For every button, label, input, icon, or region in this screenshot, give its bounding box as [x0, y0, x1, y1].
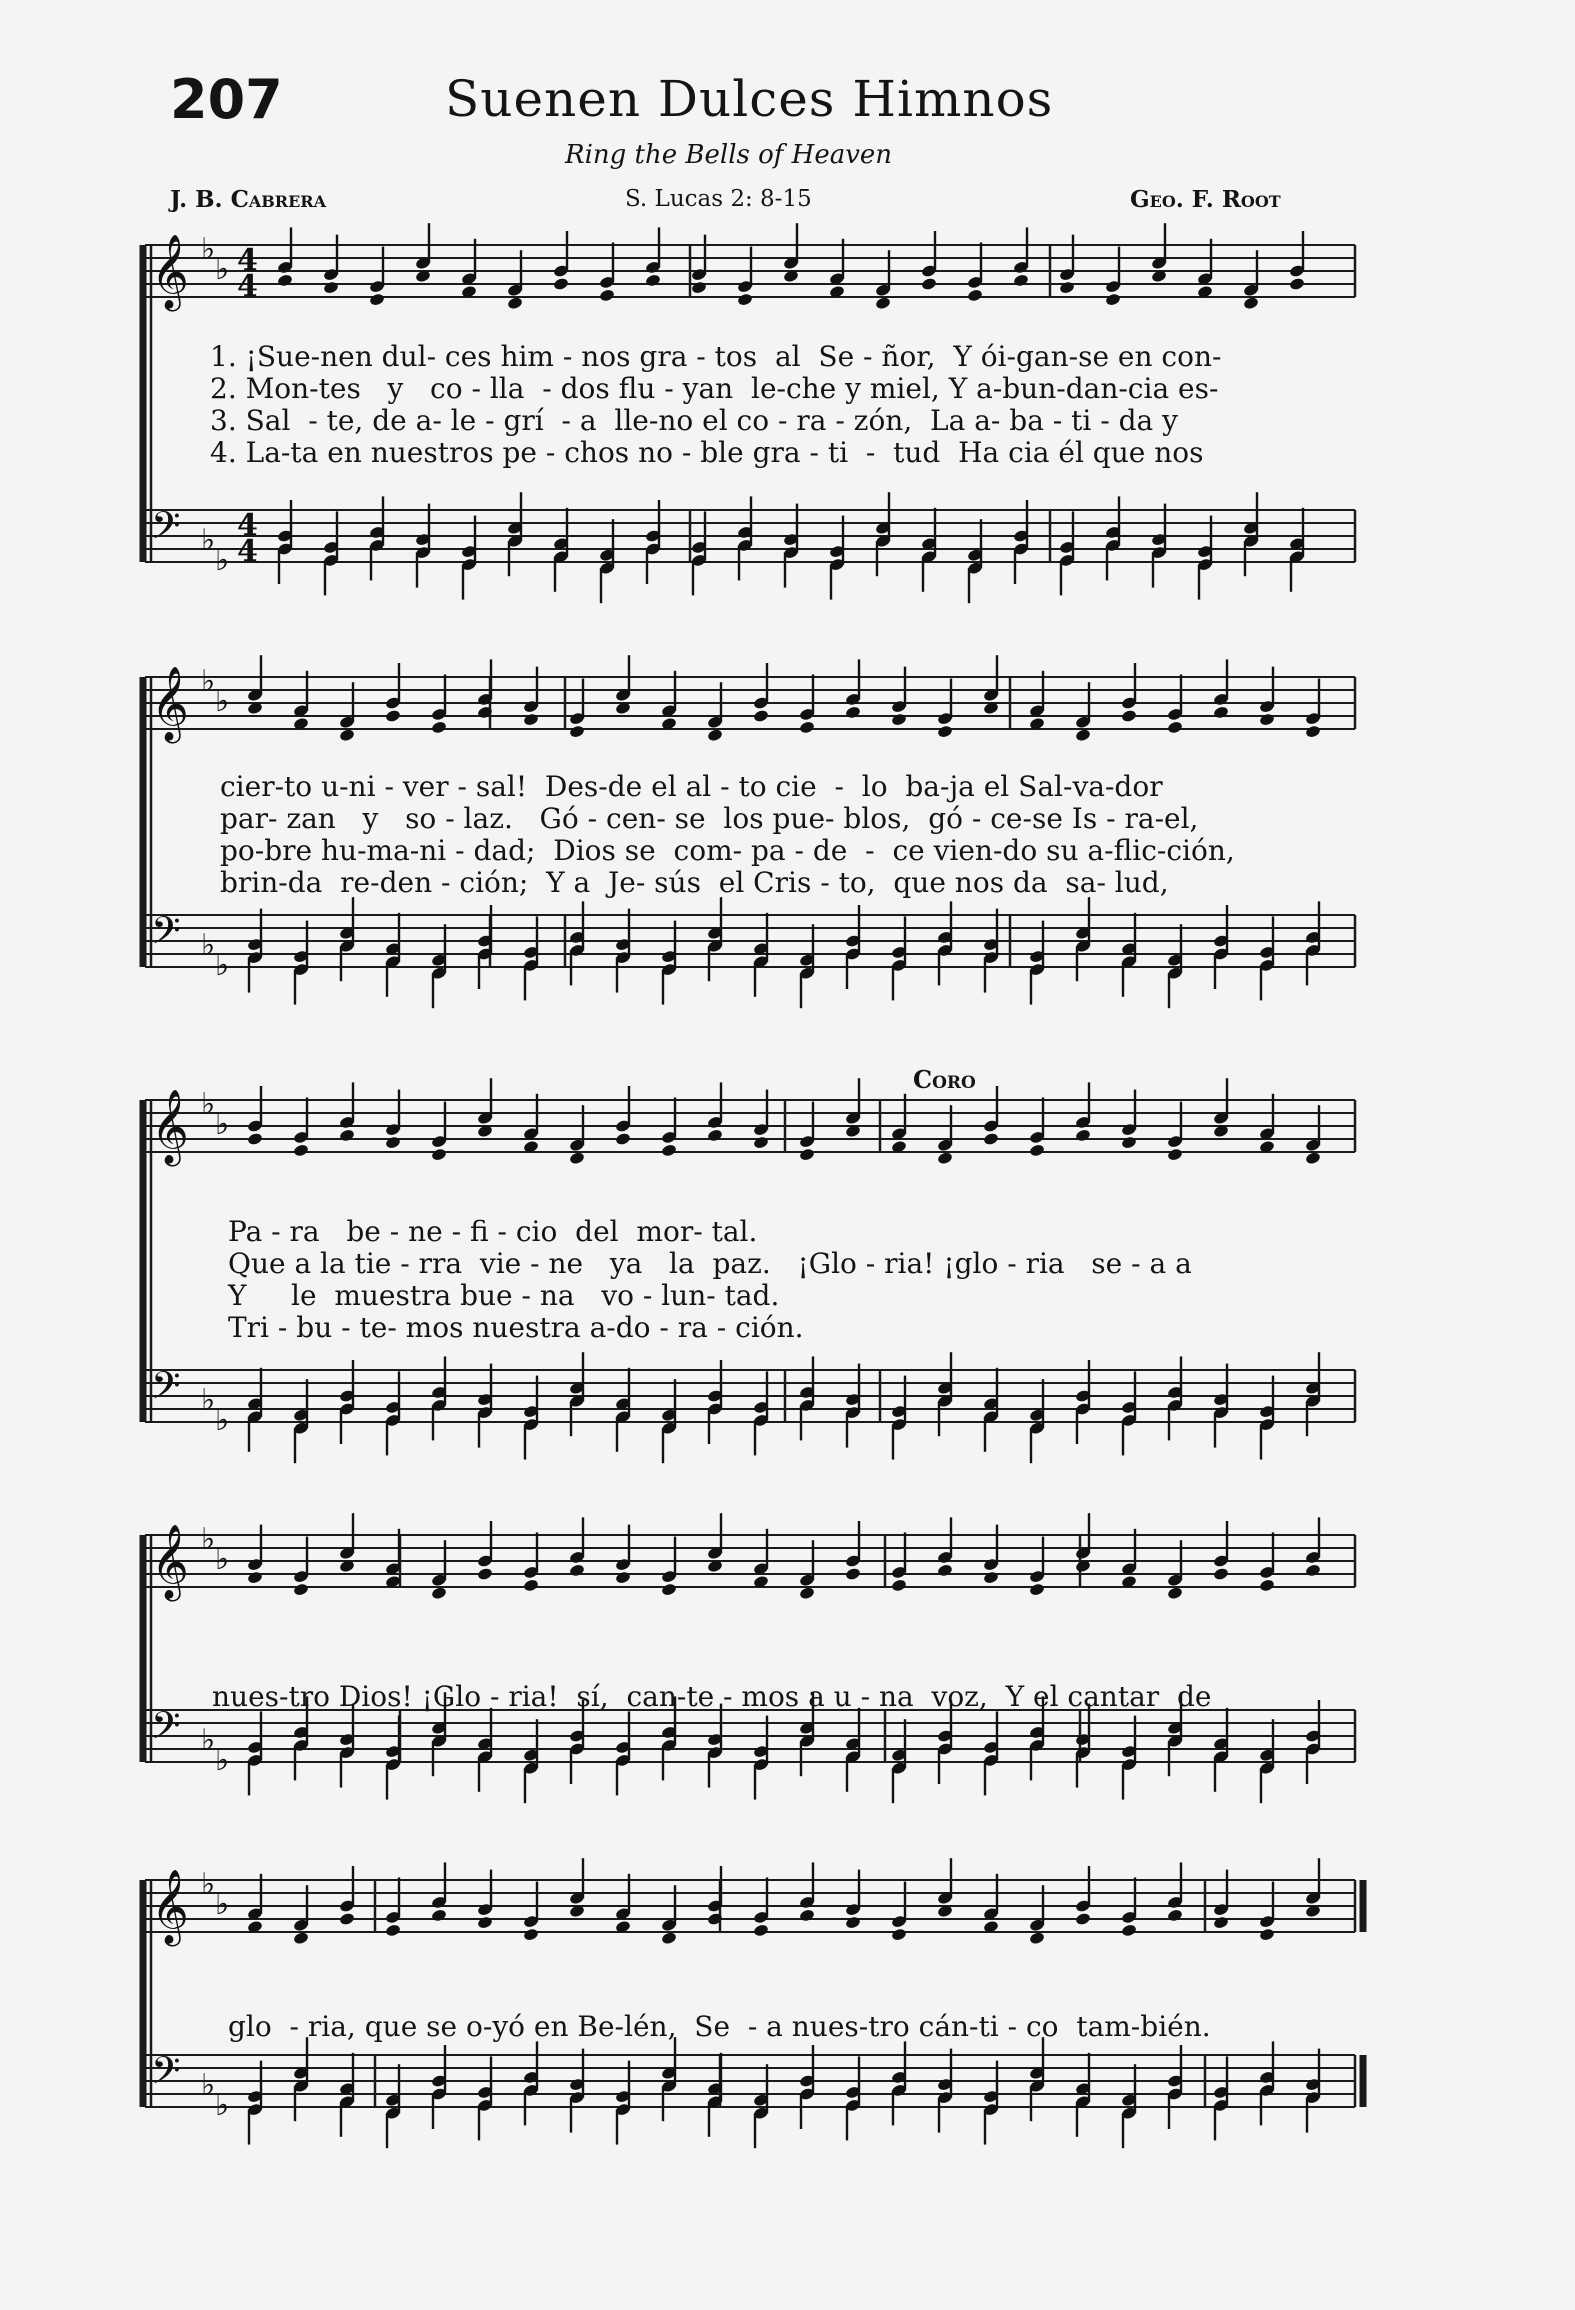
note-head [431, 720, 448, 734]
note-head [983, 1132, 1000, 1146]
note-head [1013, 273, 1030, 287]
note-head [431, 1148, 448, 1162]
note-head [1029, 1583, 1046, 1597]
treble-clef-icon: 𝄞 [151, 667, 189, 741]
note-head [753, 1136, 770, 1150]
flat-icon: ♭ [201, 664, 216, 699]
note-head [247, 1132, 264, 1146]
note-head [875, 296, 892, 310]
bass-clef-icon: 𝄢 [151, 2048, 181, 2102]
note-head [385, 1923, 402, 1937]
note-head [645, 273, 662, 287]
note-head [1105, 293, 1122, 307]
note-head [339, 728, 356, 742]
note-head [845, 1916, 862, 1930]
flat-icon: ♭ [201, 1087, 216, 1122]
note-head [921, 277, 938, 291]
note-head [569, 1563, 586, 1577]
note-head [523, 1578, 540, 1592]
note-head [507, 296, 524, 310]
scripture-reference: S. Lucas 2: 8-15 [625, 186, 812, 212]
flat-icon: ♭ [215, 252, 230, 287]
note-head [339, 1912, 356, 1926]
note-head [615, 1132, 632, 1146]
note-head [1289, 277, 1306, 291]
note-head [1075, 728, 1092, 742]
note-head [369, 293, 386, 307]
hymn-number: 207 [170, 68, 283, 131]
note-head [1213, 1916, 1230, 1930]
lyric-s4-v1: nues-tro Dios! ¡Glo - ria! sí, can-te - mos a u - na voz, Y el cantar de [212, 1680, 1212, 1713]
note-head [799, 1908, 816, 1922]
note-head [553, 277, 570, 291]
flat-icon: ♭ [201, 928, 216, 963]
note-head [293, 1143, 310, 1157]
note-head [323, 281, 340, 295]
note-head [661, 1931, 678, 1945]
note-head [1305, 1151, 1322, 1165]
note-head [477, 1567, 494, 1581]
bass-clef-icon: 𝄢 [151, 908, 181, 962]
lyric-s1-v1: 1. ¡Sue-nen dul- ces him - nos gra - tos al Se - ñor, Y ói-gan-se en con- [210, 340, 1222, 373]
note-head [753, 1923, 770, 1937]
flat-icon: ♭ [215, 1403, 230, 1438]
note-head [1305, 725, 1322, 739]
note-head [277, 273, 294, 287]
note-head [523, 1928, 540, 1942]
flat-icon: ♭ [215, 1743, 230, 1778]
note-head [1167, 720, 1184, 734]
note-head [615, 1571, 632, 1585]
note-head [385, 709, 402, 723]
note-head [891, 713, 908, 727]
note-head [1243, 296, 1260, 310]
note-head [1259, 1928, 1276, 1942]
note-head [1213, 1567, 1230, 1581]
flat-icon: ♭ [201, 1867, 216, 1902]
note-head [599, 288, 616, 302]
note-head [891, 1928, 908, 1942]
bass-clef-icon: 𝄢 [151, 503, 181, 557]
note-head [937, 1151, 954, 1165]
note-head [1213, 705, 1230, 719]
note-head [477, 1916, 494, 1930]
treble-clef-icon: 𝄞 [151, 1870, 189, 1944]
flat-icon: ♭ [201, 1383, 216, 1418]
note-head [1259, 1578, 1276, 1592]
note-head [431, 1586, 448, 1600]
note-head [1029, 1931, 1046, 1945]
note-head [799, 1148, 816, 1162]
bass-clef-icon: 𝄢 [151, 1363, 181, 1417]
note-head [691, 281, 708, 295]
treble-clef-icon: 𝄞 [151, 235, 189, 309]
note-head [737, 293, 754, 307]
note-head [753, 709, 770, 723]
flat-icon: ♭ [201, 232, 216, 267]
flat-icon: ♭ [215, 948, 230, 983]
note-head [983, 1571, 1000, 1585]
flat-icon: ♭ [215, 1107, 230, 1142]
note-head [339, 1128, 356, 1142]
lyric-s1-v2: 2. Mon-tes y co - lla - dos flu - yan le-che y miel, Y a-bun-dan-cia es- [210, 372, 1219, 405]
composer-credit: Geo. F. Root [1130, 186, 1281, 213]
note-head [707, 1128, 724, 1142]
lyric-s1-v3: 3. Sal - te, de a- le - grí - a lle-no el co - ra - zón, La a- ba - ti - da y [210, 404, 1178, 437]
note-head [799, 1586, 816, 1600]
lyric-s3-v3: Y le muestra bue - na vo - lun- tad. [228, 1279, 780, 1312]
flat-icon: ♭ [201, 523, 216, 558]
lyric-s3-v4: Tri - bu - te- mos nuestra a-do - ra - ción. [228, 1311, 804, 1344]
note-head [1059, 281, 1076, 295]
note-head [247, 1571, 264, 1585]
treble-clef-icon: 𝄞 [151, 1525, 189, 1599]
note-head [707, 728, 724, 742]
note-head [1029, 1143, 1046, 1157]
treble-clef-icon: 𝄞 [151, 1090, 189, 1164]
note-head [1121, 709, 1138, 723]
time-signature: 4 [237, 534, 258, 569]
note-head [1075, 1912, 1092, 1926]
note-head [1121, 1136, 1138, 1150]
note-head [1167, 1586, 1184, 1600]
hymn-title: Suenen Dulces Himnos [445, 70, 1054, 128]
coro-label: Coro [913, 1065, 976, 1094]
time-signature: 4 [237, 508, 258, 543]
note-head [845, 1567, 862, 1581]
note-head [431, 1908, 448, 1922]
bass-clef-icon: 𝄢 [151, 1703, 181, 1757]
note-head [1259, 713, 1276, 727]
time-signature: 4 [237, 269, 258, 304]
lyric-s2-v3: po-bre hu-ma-ni - dad; Dios se com- pa - de - ce vien-do su a-flic-ción, [220, 834, 1235, 867]
note-head [293, 1583, 310, 1597]
lyric-s1-v4: 4. La-ta en nuestros pe - chos no - ble gra - ti - tud Ha cia él que nos [210, 436, 1204, 469]
lyric-s2-v2: par- zan y so - laz. Gó - cen- se los pue- blos, gó - ce-se Is - ra-el, [220, 802, 1199, 835]
note-head [937, 1563, 954, 1577]
lyric-s2-v4: brin-da re-den - ción; Y a Je- sús el Cris - to, que nos da sa- lud, [220, 866, 1169, 899]
note-head [661, 1143, 678, 1157]
note-head [569, 1151, 586, 1165]
flat-icon: ♭ [215, 684, 230, 719]
flat-icon: ♭ [215, 1887, 230, 1922]
lyric-s3-v2: Que a la tie - rra vie - ne ya la paz. ¡Glo - ria! ¡glo - ria se - a a [228, 1247, 1192, 1280]
author-credit: J. B. Cabrera [170, 186, 327, 213]
hymn-subtitle: Ring the Bells of Heaven [565, 140, 893, 170]
lyric-s2-v1: cier-to u-ni - ver - sal! Des-de el al - to cie - lo ba-ja el Sal-va-dor [220, 770, 1163, 803]
note-head [523, 713, 540, 727]
note-head [967, 288, 984, 302]
note-head [891, 1578, 908, 1592]
note-head [1167, 1148, 1184, 1162]
note-head [799, 720, 816, 734]
lyric-s3-v1: Pa - ra be - ne - fi - cio del mor- tal. [228, 1215, 758, 1248]
flat-icon: ♭ [215, 2088, 230, 2123]
note-head [1305, 1563, 1322, 1577]
flat-icon: ♭ [201, 1723, 216, 1758]
note-head [293, 1931, 310, 1945]
flat-icon: ♭ [201, 1522, 216, 1557]
time-signature: 4 [237, 243, 258, 278]
note-head [569, 725, 586, 739]
flat-icon: ♭ [215, 543, 230, 578]
note-head [845, 705, 862, 719]
note-head [937, 725, 954, 739]
note-head [1075, 1128, 1092, 1142]
note-head [661, 1583, 678, 1597]
note-head [385, 1136, 402, 1150]
flat-icon: ♭ [201, 2068, 216, 2103]
note-head [1167, 1908, 1184, 1922]
note-head [1121, 1923, 1138, 1937]
flat-icon: ♭ [215, 1542, 230, 1577]
lyric-s5-v1: glo - ria, que se o-yó en Be-lén, Se - a nues-tro cán-ti - co tam-bién. [228, 2010, 1211, 2043]
